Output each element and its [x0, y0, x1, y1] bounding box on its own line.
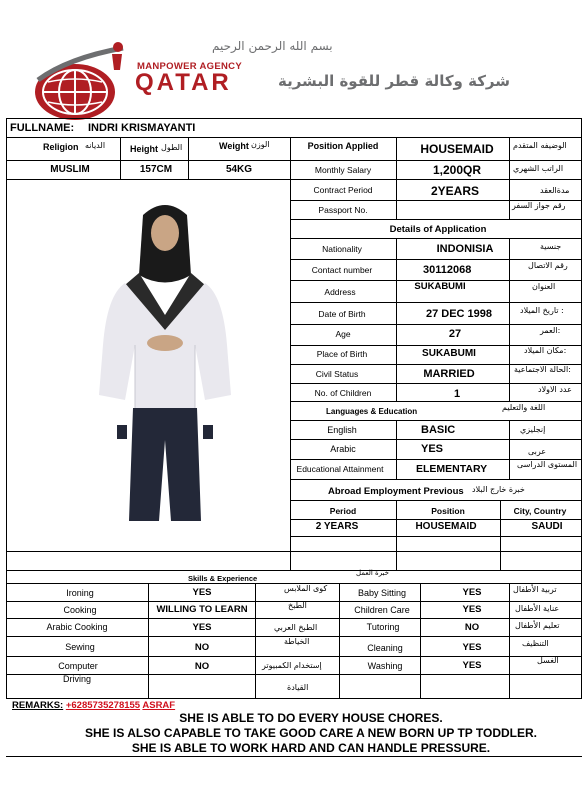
skill-value: YES	[192, 587, 212, 598]
salary-value: 1,200QR	[432, 163, 482, 177]
applicant-figure-icon	[95, 195, 235, 525]
remark-line: SHE IS ABLE TO WORK HARD AND CAN HANDLE PRESSURE.	[131, 741, 491, 755]
height-value: 157CM	[139, 164, 173, 175]
detail-arabic: جنسية	[540, 242, 562, 251]
skills-title-arabic: خبرة العمل	[356, 569, 389, 577]
fullname-value: INDRI KRISMAYANTI	[88, 122, 196, 134]
agency-logo	[28, 40, 133, 130]
contract-arabic: مدةالعقد	[540, 186, 570, 195]
abroad-title: Abroad Employment Previous	[328, 486, 464, 497]
skill-label: Arabic Cooking	[46, 622, 108, 632]
skill-value: NO	[194, 642, 210, 653]
skill-arabic: الطبخ	[288, 601, 307, 610]
skill-value: YES	[192, 622, 212, 633]
religion-value: MUSLIM	[50, 164, 90, 175]
abroad-position-value: HOUSEMAID	[415, 521, 477, 532]
agency-name: QATAR	[135, 69, 232, 96]
agency-arabic-name: شركة وكالة قطر للقوة البشرية	[278, 72, 510, 90]
detail-value: 27	[448, 328, 462, 340]
bismillah: بسم الله الرحمن الرحيم	[212, 39, 333, 53]
language-arabic: عربى	[528, 447, 547, 456]
weight-arabic: الوزن	[251, 140, 270, 149]
height-arabic: الطول	[161, 143, 183, 152]
detail-value: 30112068	[423, 264, 472, 276]
globe-logo-icon	[28, 40, 133, 130]
skill-label: Washing	[367, 661, 403, 671]
detail-label: Civil Status	[315, 369, 359, 379]
language-arabic: إنجليزي	[520, 425, 546, 434]
skill-arabic: الغسل	[537, 656, 559, 665]
languages-title-arabic: اللغة والتعليم	[502, 403, 546, 412]
abroad-period-value: 2 YEARS	[315, 521, 359, 532]
detail-label: Nationality	[322, 244, 362, 254]
detail-arabic: رقم الاتصال	[528, 261, 568, 270]
language-label: Arabic	[330, 444, 356, 454]
remarks-name: ASRAF	[142, 700, 176, 711]
abroad-city-value: SAUDI	[531, 521, 563, 532]
abroad-header-position: Position	[431, 506, 465, 516]
language-value: BASIC	[421, 424, 456, 436]
detail-value: INDONISIA	[436, 243, 494, 255]
position-arabic: الوضيفه المتقدم	[513, 141, 567, 150]
detail-label: No. of Children	[314, 388, 372, 398]
abroad-title-arabic: خبرة خارج البلاد	[472, 485, 525, 494]
skill-arabic: الخياطة	[284, 637, 310, 646]
skill-label: Ironing	[66, 588, 94, 598]
position-label: Position Applied	[307, 141, 379, 151]
skill-label: Sewing	[65, 642, 95, 652]
salary-label: Monthly Salary	[314, 165, 372, 175]
remarks-label: REMARKS:	[12, 700, 64, 711]
language-arabic: المستوى الدراسى	[517, 460, 578, 469]
detail-arabic: العمر:	[540, 326, 561, 335]
detail-label: Age	[335, 329, 351, 339]
detail-value: MARRIED	[423, 368, 475, 380]
passport-arabic: رقم جواز السفر	[512, 201, 566, 210]
position-value: HOUSEMAID	[420, 142, 494, 156]
skill-arabic: التنظيف	[522, 639, 549, 648]
abroad-header-period: Period	[329, 506, 357, 516]
skills-title: Skills & Experience	[188, 574, 258, 583]
skill-label: Children Care	[354, 605, 410, 615]
religion-arabic: الديانه	[85, 141, 106, 150]
skill-value: NO	[464, 622, 480, 633]
height-label: Height	[130, 144, 158, 154]
skill-value: YES	[462, 587, 482, 598]
skill-value: YES	[462, 660, 482, 671]
details-title: Details of Application	[389, 224, 487, 235]
remarks-line	[12, 701, 175, 711]
weight-label: Weight	[219, 141, 249, 151]
religion-label: Religion	[43, 142, 79, 152]
detail-label: Place of Birth	[316, 349, 368, 359]
skill-label: Tutoring	[366, 622, 400, 632]
skill-arabic: الطبخ العربي	[274, 623, 318, 632]
remark-line: SHE IS ALSO CAPABLE TO TAKE GOOD CARE A NEW BORN UP TP TODDLER.	[84, 726, 538, 740]
languages-title: Languages & Education	[326, 407, 418, 416]
skill-arabic: القيادة	[287, 683, 309, 692]
contract-label: Contract Period	[313, 185, 373, 195]
skill-label: Cooking	[63, 605, 97, 615]
salary-arabic: الراتب الشهري	[513, 164, 564, 173]
skill-arabic: تعليم الأطفال	[515, 621, 560, 630]
detail-value: 27 DEC 1998	[425, 308, 493, 320]
passport-label: Passport No.	[318, 205, 368, 215]
applicant-photo	[95, 195, 235, 525]
abroad-header-city: City, Country	[513, 506, 567, 516]
skill-arabic: تربية الأطفال	[513, 585, 557, 594]
detail-arabic: تاريخ الميلاد :	[520, 306, 564, 315]
detail-label: Address	[324, 287, 356, 297]
contract-value: 2YEARS	[431, 184, 480, 198]
skill-arabic: كوى الملابس	[284, 584, 328, 593]
fullname-label: FULLNAME:	[10, 122, 75, 134]
detail-arabic: الحالة الاجتماعية:	[514, 365, 571, 374]
skill-label: Cleaning	[367, 643, 403, 653]
detail-arabic: العنوان	[532, 282, 556, 291]
skill-value: WILLING TO LEARN	[156, 604, 248, 615]
detail-value: SUKABUMI	[414, 281, 466, 292]
detail-label: Date of Birth	[318, 309, 366, 319]
skill-arabic: عناية الأطفال	[515, 604, 560, 613]
detail-value: 1	[453, 388, 461, 400]
language-value: YES	[421, 443, 444, 455]
remark-line: SHE IS ABLE TO DO EVERY HOUSE CHORES.	[179, 711, 443, 725]
agency-subtitle: MANPOWER AGENCY	[137, 61, 242, 72]
skill-value: YES	[462, 604, 482, 615]
detail-label: Contact number	[311, 265, 373, 275]
skill-value: NO	[194, 661, 210, 672]
weight-value: 54KG	[225, 164, 253, 175]
skill-value: YES	[462, 642, 482, 653]
skill-label: Baby Sitting	[357, 588, 407, 598]
remarks-phone: +6285735278155	[65, 700, 141, 711]
detail-value: SUKABUMI	[422, 348, 476, 359]
language-label: Educational Attainment	[296, 464, 384, 474]
skill-label: Computer	[58, 661, 98, 671]
language-value: ELEMENTARY	[416, 463, 488, 475]
bottom-divider	[6, 756, 582, 757]
skill-arabic: إستخدام الكمبيوتر	[262, 661, 322, 670]
detail-arabic: عدد الاولاد	[538, 385, 572, 394]
language-label: English	[327, 425, 357, 435]
skill-label: Driving	[63, 674, 92, 684]
detail-arabic: مكان الميلاد:	[524, 346, 567, 355]
